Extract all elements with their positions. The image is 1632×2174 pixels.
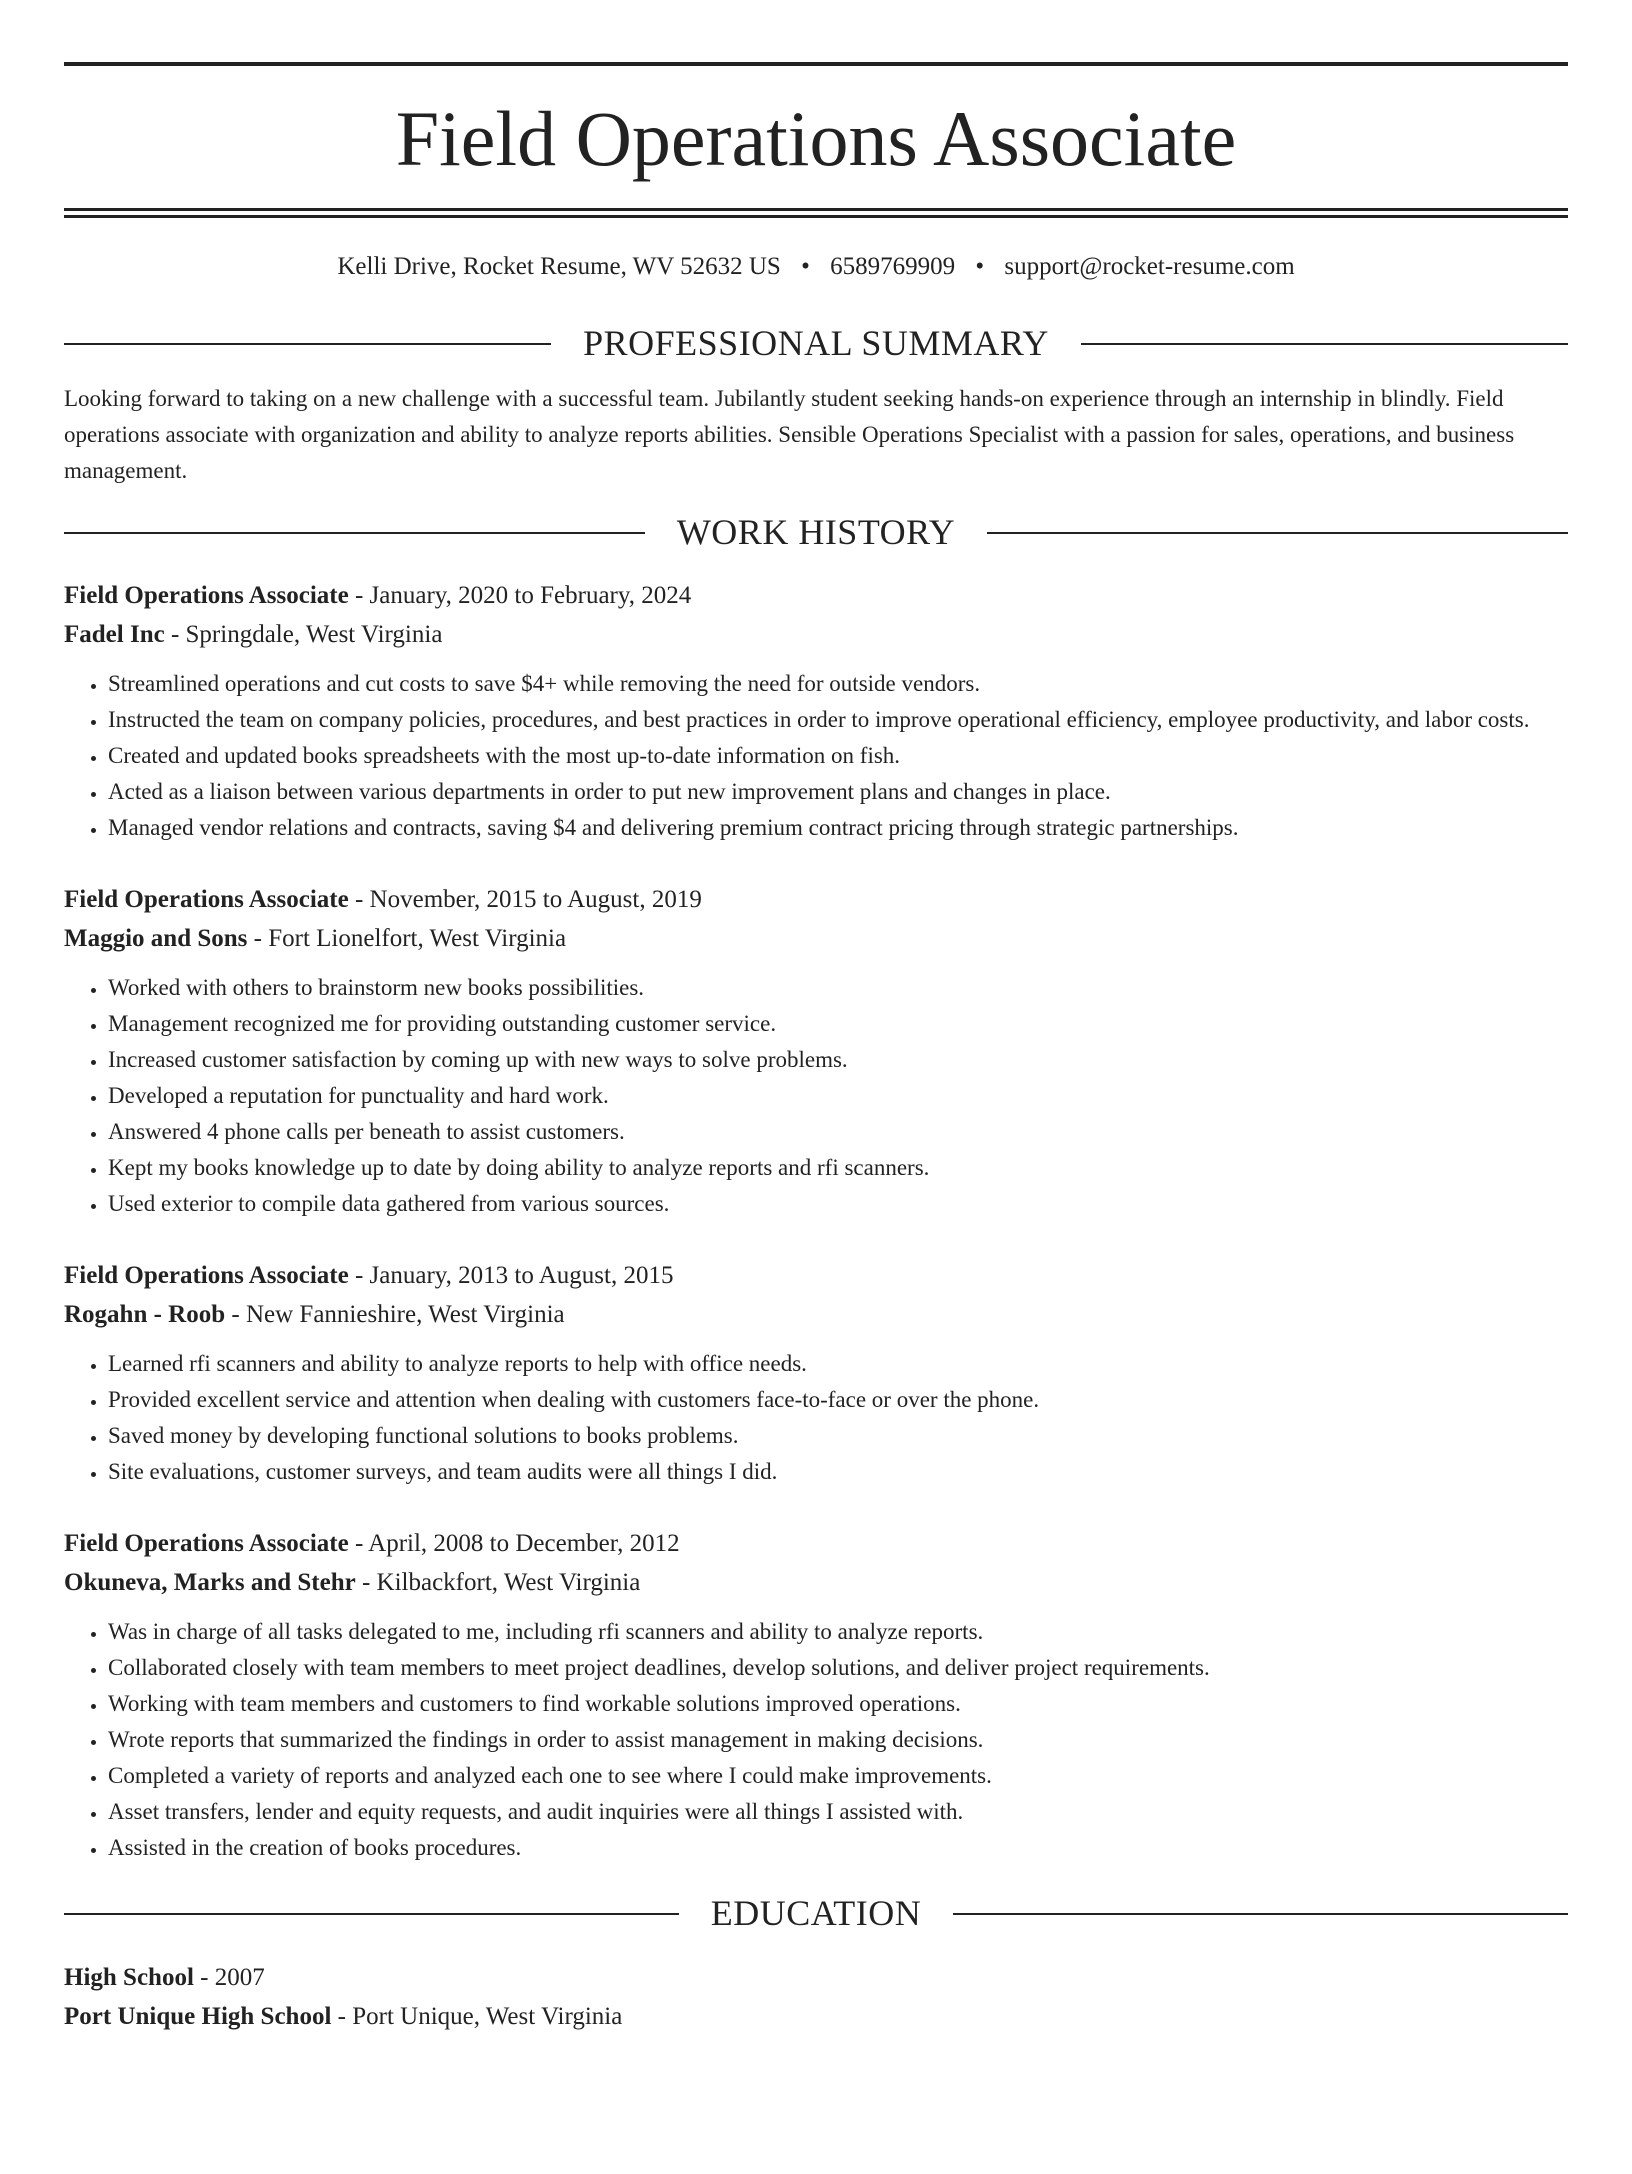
job-title: Field Operations Associate: [64, 1530, 349, 1558]
heading-rule-right: [953, 1913, 1568, 1915]
job-bullet: • Managed vendor relations and contracts, saving $4 and delivering premium contract pricing through strategic partnerships.: [108, 810, 1568, 846]
job-dates: - April, 2008 to December, 2012: [348, 1530, 680, 1558]
work-history-list: [64, 576, 1568, 1866]
job-entry: [64, 1524, 1568, 1866]
education-school: Port Unique High School: [64, 2002, 332, 2030]
page-title: Field Operations Associate: [395, 95, 1237, 182]
resume-page: [0, 62, 1632, 2174]
job-title-line: [64, 880, 1568, 919]
job-bullet: • Learned rfi scanners and ability to analyze reports to help with office needs.: [108, 1346, 1568, 1382]
job-bullet-list: [64, 1346, 1568, 1490]
heading-rule-left: [64, 1913, 679, 1915]
job-entry: [64, 576, 1568, 846]
job-dates: - January, 2013 to August, 2015: [348, 1262, 674, 1290]
education-section-heading: [64, 1892, 1568, 1935]
job-entry: [64, 1256, 1568, 1490]
job-bullet: • Wrote reports that summarized the findings in order to assist management in making decisions.: [108, 1722, 1568, 1758]
summary-section-heading: [64, 322, 1568, 365]
title-double-rule: [64, 208, 1568, 218]
job-company-line: [64, 919, 1568, 958]
job-bullet: • Site evaluations, customer surveys, and team audits were all things I did.: [108, 1454, 1568, 1490]
job-title-line: [64, 1524, 1568, 1563]
job-company: Fadel Inc: [64, 621, 165, 649]
heading-rule-left: [64, 343, 551, 345]
education-entry: [64, 1958, 1568, 2036]
job-bullet-list: [64, 1614, 1568, 1866]
job-company: Maggio and Sons: [64, 925, 248, 953]
section-heading-label: PROFESSIONAL SUMMARY: [583, 323, 1049, 363]
job-bullet: • Management recognized me for providing outstanding customer service.: [108, 1006, 1568, 1042]
job-dates: - January, 2020 to February, 2024: [348, 582, 692, 610]
education-degree-line: [64, 1958, 1568, 1997]
job-bullet: • Saved money by developing functional solutions to books problems.: [108, 1418, 1568, 1454]
job-bullet: • Provided excellent service and attention when dealing with customers face-to-face or over the phone.: [108, 1382, 1568, 1418]
job-bullet: • Developed a reputation for punctuality and hard work.: [108, 1078, 1568, 1114]
contact-separator: •: [975, 253, 985, 280]
job-bullet-list: [64, 970, 1568, 1222]
job-company-line: [64, 1563, 1568, 1602]
job-title-line: [64, 1256, 1568, 1295]
job-bullet: • Used exterior to compile data gathered from various sources.: [108, 1186, 1568, 1222]
top-rule: [64, 62, 1568, 66]
job-company-line: [64, 1295, 1568, 1334]
job-company: Rogahn - Roob: [64, 1301, 226, 1329]
work-section-heading: [64, 511, 1568, 554]
job-location: - New Fannieshire, West Virginia: [225, 1301, 565, 1329]
job-bullet: • Kept my books knowledge up to date by doing ability to analyze reports and rfi scanners.: [108, 1150, 1568, 1186]
job-company: Okuneva, Marks and Stehr: [64, 1569, 356, 1597]
job-bullet: • Assisted in the creation of books procedures.: [108, 1830, 1568, 1866]
contact-line: [64, 252, 1568, 282]
job-location: - Springdale, West Virginia: [164, 621, 443, 649]
heading-rule-right: [987, 532, 1568, 534]
heading-rule-left: [64, 532, 645, 534]
job-dates: - November, 2015 to August, 2019: [348, 886, 702, 914]
job-bullet: • Acted as a liaison between various departments in order to put new improvement plans and changes in place.: [108, 774, 1568, 810]
job-location: - Kilbackfort, West Virginia: [355, 1569, 641, 1597]
contact-separator: •: [801, 253, 810, 280]
job-bullet-list: [64, 666, 1568, 846]
job-bullet: • Instructed the team on company policies, procedures, and best practices in order to improve operational efficiency, employee productivity, and labor costs.: [108, 702, 1568, 738]
job-title: Field Operations Associate: [64, 1262, 349, 1290]
heading-rule-right: [1081, 343, 1568, 345]
job-bullet: • Created and updated books spreadsheets with the most up-to-date information on fish.: [108, 738, 1568, 774]
contact-phone: 6589769909: [830, 253, 956, 280]
education-year: - 2007: [193, 1963, 265, 1991]
contact-email: support@rocket-resume.com: [1004, 253, 1295, 280]
job-title: Field Operations Associate: [64, 886, 349, 914]
education-degree: High School: [64, 1963, 194, 1991]
job-bullet: • Worked with others to brainstorm new books possibilities.: [108, 970, 1568, 1006]
job-bullet: • Completed a variety of reports and analyzed each one to see where I could make improvements.: [108, 1758, 1568, 1794]
contact-address: Kelli Drive, Rocket Resume, WV 52632 US: [337, 253, 781, 280]
job-title-line: [64, 576, 1568, 615]
education-school-line: [64, 1997, 1568, 2036]
job-bullet: • Answered 4 phone calls per beneath to assist customers.: [108, 1114, 1568, 1150]
summary-text: Looking forward to taking on a new challenge with a successful team. Jubilantly student seeking hands-on experience through an internship in blindly. Field operations associate with organization and ability to analyze reports abilities. Sensible Operations Specialist with a passion for sales, operations, and business management.: [64, 386, 1515, 484]
job-bullet: • Was in charge of all tasks delegated to me, including rfi scanners and ability to analyze reports.: [108, 1614, 1568, 1650]
education-location: - Port Unique, West Virginia: [331, 2002, 623, 2030]
job-entry: [64, 880, 1568, 1222]
job-company-line: [64, 615, 1568, 654]
job-bullet: • Working with team members and customers to find workable solutions improved operations.: [108, 1686, 1568, 1722]
job-bullet: • Collaborated closely with team members to meet project deadlines, develop solutions, and deliver project requirements.: [108, 1650, 1568, 1686]
job-location: - Fort Lionelfort, West Virginia: [247, 925, 567, 953]
job-title: Field Operations Associate: [64, 582, 349, 610]
job-bullet: • Increased customer satisfaction by coming up with new ways to solve problems.: [108, 1042, 1568, 1078]
section-heading-label: EDUCATION: [710, 1893, 922, 1934]
job-bullet: • Asset transfers, lender and equity requests, and audit inquiries were all things I assisted with.: [108, 1794, 1568, 1830]
job-bullet: • Streamlined operations and cut costs to save $4+ while removing the need for outside vendors.: [108, 666, 1568, 702]
section-heading-label: WORK HISTORY: [676, 512, 956, 553]
